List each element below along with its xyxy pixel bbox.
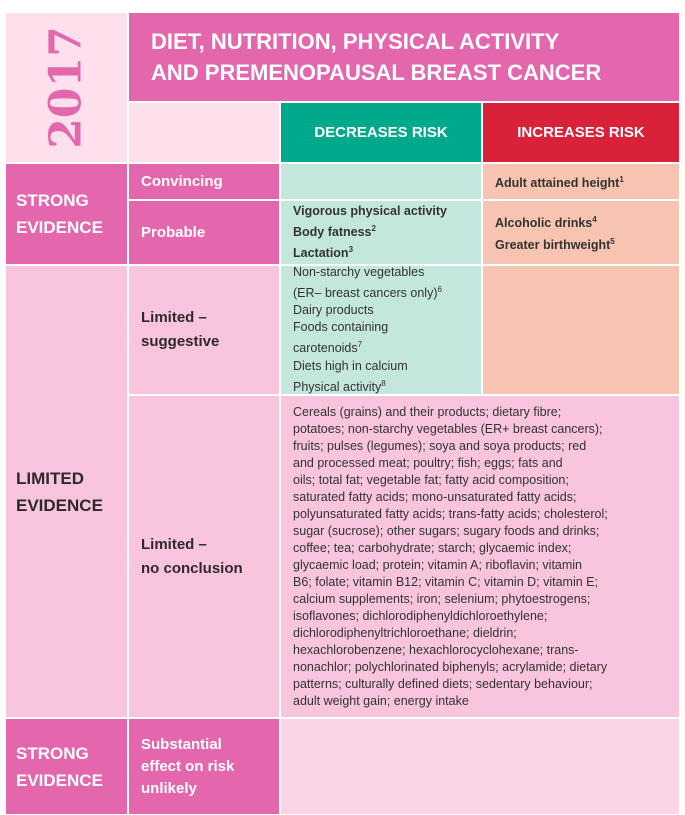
evidence-matrix-table (5, 12, 680, 815)
list-item: Lactation$^3$ (293, 245, 354, 261)
list-item: Adult attained height$^1$ (495, 174, 624, 191)
probable-increases (482, 200, 680, 265)
text-line: potatoes; non-starchy vegetables (ER+ breast cancers); (293, 421, 603, 436)
text-line: nonachlor; polychlorinated biphenyls; acrylamide; dietary (293, 659, 608, 674)
substantial-evidence-label (5, 718, 128, 815)
text-line: sugar (sucrose); other sugars; sugary foods and drinks; (293, 523, 600, 538)
increases-risk-header: INCREASES RISK (482, 102, 680, 163)
blank-header (128, 102, 280, 163)
text-line: hexachlorobenzene; hexachlorocyclohexane; trans- (293, 642, 579, 657)
limited-suggestive-decreases (280, 265, 482, 395)
list-item: Dairy products (293, 303, 374, 318)
substantial-content (280, 718, 680, 815)
probable-decreases (280, 200, 482, 265)
list-item: Alcoholic drinks$^4$ (495, 215, 597, 231)
convincing-label: Convincing (128, 163, 280, 200)
strong-evidence-text: STRONG EVIDENCE (16, 743, 103, 790)
limited-suggestive-label: Limited – suggestive (128, 265, 280, 395)
text-line: adult weight gain; energy intake (293, 693, 469, 708)
text-line: saturated fatty acids; mono-unsaturated fatty acids; (293, 489, 577, 504)
title-line: AND PREMENOPAUSAL BREAST CANCER (151, 60, 602, 85)
strong-evidence-text: STRONG EVIDENCE (16, 191, 103, 237)
text-line: dichlorodiphenyltrichloroethane; dieldrin; (293, 625, 517, 640)
text-line: and processed meat; poultry; fish; eggs; fats and (293, 455, 563, 470)
strong-evidence-label (5, 163, 128, 265)
text-line: calcium supplements; iron; selenium; phytoestrogens; (293, 591, 591, 606)
page-title (128, 12, 680, 102)
list-item: Greater birthweight$^5$ (495, 236, 615, 252)
text-line: fruits; pulses (legumes); soya and soya products; red (293, 438, 587, 453)
limited-no-conclusion-label: Limited – no conclusion (128, 395, 280, 718)
convincing-increases (482, 163, 680, 200)
list-item: (ER– breast cancers only)$^6$ (293, 285, 442, 301)
text-line: oils; total fat; vegetable fat; fatty acid composition; (293, 472, 569, 487)
list-item: Foods containing (293, 320, 389, 335)
text-line: polyunsaturated fatty acids; trans-fatty acids; cholesterol; (293, 506, 608, 521)
list-item: Physical activity$^8$ (293, 378, 386, 394)
limited-evidence-label (5, 265, 128, 718)
substantial-label: Substantial effect on risk unlikely (128, 718, 280, 815)
decreases-risk-header: DECREASES RISK (280, 102, 482, 163)
text-line: glycaemic load; protein; vitamin A; riboflavin; vitamin (293, 557, 583, 572)
list-item: Vigorous physical activity (293, 203, 447, 218)
convincing-decreases (280, 163, 482, 200)
text-line: coffee; tea; carbohydrate; starch; glycaemic index; (293, 540, 572, 555)
list-item: Body fatness$^2$ (293, 223, 376, 239)
year-cell (5, 12, 128, 163)
limited-evidence-text: LIMITED EVIDENCE (16, 468, 103, 515)
text-line: patterns; culturally defined diets; sedentary behaviour; (293, 676, 593, 691)
text-line: isoflavones; dichlorodiphenyldichloroethylene; (293, 608, 548, 623)
year: 2017 (41, 26, 92, 149)
list-item: Non-starchy vegetables (293, 265, 425, 280)
text-line: B6; folate; vitamin B12; vitamin C; vitamin D; vitamin E; (293, 574, 598, 589)
text-line: Cereals (grains) and their products; dietary fibre; (293, 404, 562, 419)
limited-no-conclusion-list (280, 395, 680, 718)
list-item: Diets high in calcium (293, 358, 408, 373)
title-line: DIET, NUTRITION, PHYSICAL ACTIVITY (151, 29, 560, 54)
limited-suggestive-increases (482, 265, 680, 395)
probable-label: Probable (128, 200, 280, 265)
list-item: carotenoids$^7$ (293, 340, 363, 356)
